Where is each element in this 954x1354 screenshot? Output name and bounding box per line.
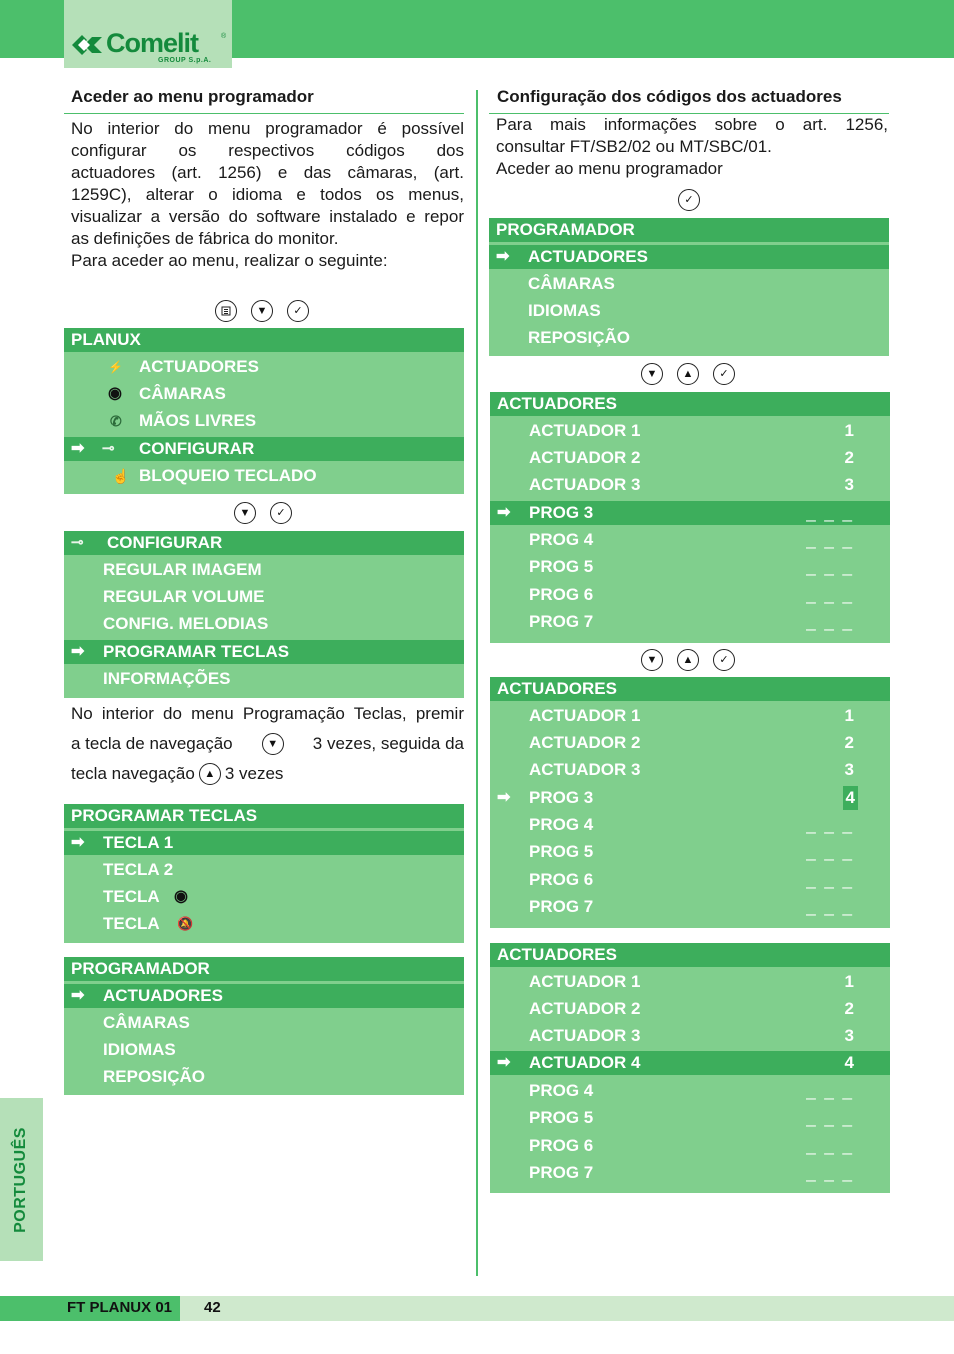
menu-item[interactable]: PROG 4 _ _ _ xyxy=(529,1081,854,1100)
menu-item[interactable]: ACTUADOR 3 3 xyxy=(529,760,854,779)
column-divider xyxy=(476,90,478,1276)
brand-group: GROUP S.p.A. xyxy=(158,57,212,64)
menu-item[interactable]: PROG 4 _ _ _ xyxy=(529,530,854,549)
menu-item-selected[interactable]: ➡ PROG 3 _ _ _ xyxy=(490,501,890,525)
menu-item[interactable]: PROG 7 _ _ _ xyxy=(529,1163,854,1182)
menu-item[interactable]: ACTUADOR 2 2 xyxy=(529,999,854,1018)
intro-line: visualizar a versão do software instalado e repor xyxy=(71,207,464,226)
intro-line: Para mais informações sobre o art. 1256, xyxy=(496,115,888,134)
menu-item[interactable]: TECLA 2 xyxy=(103,860,174,879)
menu-title: PLANUX xyxy=(64,328,464,352)
right-intro xyxy=(496,114,888,180)
menu-item-selected[interactable]: ➡ PROG 3 4 xyxy=(490,786,890,810)
programar-teclas-menu xyxy=(64,804,464,943)
menu-title: PROGRAMADOR xyxy=(64,957,464,981)
actuator-icon: ⚡ xyxy=(108,360,123,374)
menu-item[interactable]: ACTUADOR 3 3 xyxy=(529,475,854,494)
phone-icon: ✆ xyxy=(110,413,122,429)
menu-title: PROGRAMAR TECLAS xyxy=(64,804,464,828)
intro-line: as definições de fábrica do monitor. xyxy=(71,229,339,248)
wrench-icon: ⊸ xyxy=(102,440,115,457)
menu-item[interactable]: PROG 6 _ _ _ xyxy=(529,870,854,889)
footer-bar xyxy=(0,1296,954,1321)
programador-menu-right xyxy=(489,218,889,356)
menu-title: ACTUADORES xyxy=(490,677,890,701)
hand-icon: ☝ xyxy=(112,468,130,484)
key-sequence xyxy=(641,363,735,385)
menu-item[interactable]: REGULAR IMAGEM xyxy=(103,560,262,579)
language-label: PORTUGUÊS xyxy=(12,1127,29,1233)
menu-title: ACTUADORES xyxy=(490,392,890,416)
selection-arrow-icon: ➡ xyxy=(496,248,510,265)
menu-item[interactable]: PROG 6 _ _ _ xyxy=(529,585,854,604)
note-line: No interior do menu Programação Teclas, premir xyxy=(71,704,464,723)
brand-registered: ® xyxy=(221,33,227,40)
brand-name: Comelit xyxy=(106,28,199,58)
actuadores-menu-2 xyxy=(490,677,890,928)
intro-line: Para aceder ao menu, realizar o seguinte: xyxy=(71,251,388,270)
note-line: tecla navegação ▲ 3 vezes xyxy=(71,764,284,783)
configurar-menu xyxy=(64,531,464,698)
confirm-key-icon: ✓ xyxy=(287,300,309,322)
menu-item-selected[interactable]: ➡ ACTUADOR 4 4 xyxy=(490,1051,890,1075)
eye-icon: ◉ xyxy=(174,888,188,905)
left-heading: Aceder ao menu programador xyxy=(71,87,314,106)
menu-item[interactable]: ACTUADOR 2 2 xyxy=(529,448,854,467)
footer-doc: FT PLANUX 01 xyxy=(66,1299,172,1316)
key-sequence xyxy=(641,649,735,671)
up-key-icon: ▲ xyxy=(677,649,699,671)
left-intro xyxy=(71,118,464,272)
menu-item[interactable]: ACTUADOR 3 3 xyxy=(529,1026,854,1045)
menu-item-selected[interactable]: ➡ PROGRAMAR TECLAS xyxy=(64,640,464,664)
down-key-icon: ▼ xyxy=(234,502,256,524)
menu-item-selected[interactable]: ➡ TECLA 1 xyxy=(64,831,464,855)
programador-menu-left xyxy=(64,957,464,1095)
right-heading: Configuração dos códigos dos actuadores xyxy=(497,87,842,106)
menu-item[interactable]: CÂMARAS xyxy=(103,1013,190,1032)
selection-arrow-icon: ➡ xyxy=(497,789,511,806)
selection-arrow-icon: ➡ xyxy=(71,834,85,851)
menu-item-selected[interactable]: ➡ ACTUADORES xyxy=(64,984,464,1008)
key-sequence xyxy=(215,300,309,322)
menu-item[interactable]: INFORMAÇÕES xyxy=(103,669,231,688)
key-sequence xyxy=(234,502,292,524)
left-heading-rule xyxy=(64,113,464,114)
menu-item-actuadores[interactable]: ⚡ ACTUADORES xyxy=(64,355,464,379)
menu-item-bloqueio-teclado[interactable]: ☝ BLOQUEIO TECLADO xyxy=(64,464,464,488)
menu-item[interactable]: REPOSIÇÃO xyxy=(528,328,631,347)
down-key-icon: ▼ xyxy=(262,733,284,755)
page-number: 42 xyxy=(204,1299,221,1316)
menu-key-icon xyxy=(215,300,237,322)
actuadores-menu-1 xyxy=(490,392,890,643)
eye-icon: ◉ xyxy=(108,385,122,402)
note-line: a tecla de navegação ▼ 3 vezes, seguida da xyxy=(71,734,464,753)
intro-line: No interior do menu programador é possível xyxy=(71,119,464,138)
menu-item-camaras[interactable]: ◉ CÂMARAS xyxy=(64,382,464,406)
menu-item[interactable]: ACTUADOR 1 1 xyxy=(529,972,854,991)
actuadores-menu-3 xyxy=(490,943,890,1193)
menu-item[interactable]: PROG 7 _ _ _ xyxy=(529,897,854,916)
menu-item[interactable]: REPOSIÇÃO xyxy=(103,1067,206,1086)
intro-line: Aceder ao menu programador xyxy=(496,159,723,178)
menu-item[interactable]: PROG 4 _ _ _ xyxy=(529,815,854,834)
menu-item[interactable]: ACTUADOR 1 1 xyxy=(529,421,854,440)
menu-item[interactable]: ACTUADOR 2 2 xyxy=(529,733,854,752)
down-key-icon: ▼ xyxy=(641,363,663,385)
comelit-logo-mark-icon xyxy=(72,32,102,58)
menu-item[interactable]: ACTUADOR 1 1 xyxy=(529,706,854,725)
selection-arrow-icon: ➡ xyxy=(71,643,85,660)
edited-value: 4 xyxy=(843,786,858,810)
menu-item[interactable]: CONFIG. MELODIAS xyxy=(103,614,269,633)
logo xyxy=(64,0,232,68)
language-tab xyxy=(0,1098,43,1261)
intro-line: consultar FT/SB2/02 ou MT/SBC/01. xyxy=(496,137,772,156)
confirm-key-icon: ✓ xyxy=(713,363,735,385)
confirm-key-icon: ✓ xyxy=(678,189,700,211)
menu-title: ⊸ CONFIGURAR xyxy=(64,531,464,555)
menu-item[interactable]: IDIOMAS xyxy=(103,1040,176,1059)
menu-item[interactable]: PROG 5 _ _ _ xyxy=(529,1108,854,1127)
selection-arrow-icon: ➡ xyxy=(71,440,85,457)
confirm-key-icon: ✓ xyxy=(713,649,735,671)
down-key-icon: ▼ xyxy=(641,649,663,671)
menu-item[interactable]: PROG 5 _ _ _ xyxy=(529,557,854,576)
menu-item-selected[interactable]: ➡ ACTUADORES xyxy=(489,245,889,269)
menu-title: ACTUADORES xyxy=(490,943,890,967)
intro-line: actuadores (art. 1256) e das câmaras, (art. xyxy=(71,163,464,182)
menu-item[interactable]: PROG 5 _ _ _ xyxy=(529,842,854,861)
menu-title: PROGRAMADOR xyxy=(489,218,889,242)
menu-item[interactable]: CÂMARAS xyxy=(528,274,615,293)
menu-item[interactable]: TECLA ◉ xyxy=(64,885,464,909)
menu-item[interactable]: TECLA 🔕 xyxy=(64,912,464,936)
planux-menu xyxy=(64,328,464,494)
menu-item[interactable]: PROG 6 _ _ _ xyxy=(529,1136,854,1155)
selection-arrow-icon: ➡ xyxy=(71,987,85,1004)
up-key-icon: ▲ xyxy=(677,363,699,385)
menu-item[interactable]: IDIOMAS xyxy=(528,301,601,320)
bell-icon: 🔕 xyxy=(177,916,194,931)
menu-item-maos-livres[interactable]: ✆ MÃOS LIVRES xyxy=(64,409,464,433)
selection-arrow-icon: ➡ xyxy=(497,504,511,521)
confirm-key-icon: ✓ xyxy=(270,502,292,524)
key-sequence xyxy=(678,189,700,211)
intro-line: configurar os respectivos códigos dos xyxy=(71,141,464,160)
menu-item[interactable]: REGULAR VOLUME xyxy=(103,587,265,606)
down-key-icon: ▼ xyxy=(251,300,273,322)
wrench-icon: ⊸ xyxy=(71,534,84,551)
menu-item[interactable]: PROG 7 _ _ _ xyxy=(529,612,854,631)
up-key-icon: ▲ xyxy=(199,763,221,785)
menu-item-configurar[interactable]: ➡ ⊸ CONFIGURAR xyxy=(64,437,464,461)
intro-line: 1259C), alterar o idioma e todos os menus, xyxy=(71,185,464,204)
left-note xyxy=(71,703,464,785)
footer-doc-box xyxy=(0,1296,180,1321)
selection-arrow-icon: ➡ xyxy=(497,1054,511,1071)
